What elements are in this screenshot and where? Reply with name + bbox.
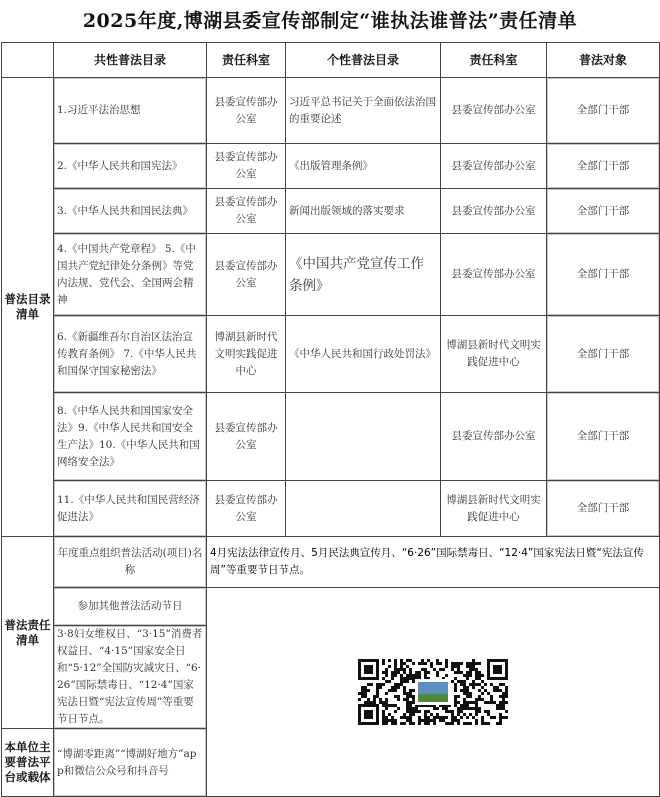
table-row <box>2 144 660 189</box>
activity-label: 年度重点组织普法活动(项目)名称 <box>54 537 207 588</box>
qr-code-icon <box>358 650 508 734</box>
corner-cell <box>2 43 54 78</box>
target-cell: 全部门干部 <box>547 78 660 144</box>
dept-cell: 县委宣传部办公室 <box>207 481 286 537</box>
header-target: 普法对象 <box>547 43 660 78</box>
responsibility-table <box>1 42 660 797</box>
header-dept: 责任科室 <box>207 43 286 78</box>
section-label-catalog: 普法目录清单 <box>2 78 54 537</box>
header-common-catalog: 共性普法目录 <box>54 43 207 78</box>
special-item: 习近平总书记关于全面依法治国的重要论述 <box>286 78 441 144</box>
special-item: 《中国共产党宣传工作条例》 <box>286 234 441 316</box>
dept-cell: 县委宣传部办公室 <box>441 189 547 234</box>
common-item: 1.习近平法治思想 <box>54 78 207 144</box>
target-cell: 全部门干部 <box>547 393 660 481</box>
dept-cell: 县委宣传部办公室 <box>207 144 286 189</box>
other-activity-value: 3·8妇女维权日、“3·15”消费者权益日、“4·15”国家安全日和“5·12”全国防灾减灾日、“6·26”国际禁毒日、“12·4”国家宪法日暨“宪法宣传周”等重要节日节点。 <box>54 626 207 729</box>
target-cell: 全部门干部 <box>547 316 660 393</box>
other-activity-label: 参加其他普法活动节日 <box>54 588 207 626</box>
table-row <box>2 481 660 537</box>
page-title: 2025年度,博湖县委宣传部制定“谁执法谁普法”责任清单 <box>82 10 578 32</box>
common-item: 2.《中华人民共和国宪法》 <box>54 144 207 189</box>
platform-value: “博湖零距离”“博湖好地方”app和微信公众号和抖音号 <box>54 729 207 797</box>
common-item: 4.《中国共产党章程》 5.《中国共产党纪律处分条例》等党内法规、党代会、全国两会精神 <box>54 234 207 316</box>
section-label-platform: 本单位主要普法平台或载体 <box>2 729 54 797</box>
common-item: 3.《中华人民共和国民法典》 <box>54 189 207 234</box>
table-row <box>2 393 660 481</box>
target-cell: 全部门干部 <box>547 234 660 316</box>
special-item <box>286 393 441 481</box>
target-cell: 全部门干部 <box>547 481 660 537</box>
dept-cell: 县委宣传部办公室 <box>207 78 286 144</box>
common-item: 8.《中华人民共和国国家安全法》9.《中华人民共和国安全生产法》10.《中华人民共和国网络安全法》 <box>54 393 207 481</box>
dept-cell: 博湖县新时代文明实践促进中心 <box>441 316 547 393</box>
dept-cell: 博湖县新时代文明实践促进中心 <box>441 481 547 537</box>
table-row <box>2 316 660 393</box>
other-row <box>2 588 660 626</box>
special-item: 《中华人民共和国行政处罚法》 <box>286 316 441 393</box>
target-cell: 全部门干部 <box>547 189 660 234</box>
special-item: 《出版管理条例》 <box>286 144 441 189</box>
table-row <box>2 78 660 144</box>
dept-cell: 县委宣传部办公室 <box>441 234 547 316</box>
dept-cell: 县委宣传部办公室 <box>441 78 547 144</box>
header-dept: 责任科室 <box>441 43 547 78</box>
header-row <box>2 43 660 78</box>
special-item <box>286 481 441 537</box>
qr-code-cell <box>207 588 660 797</box>
dept-cell: 县委宣传部办公室 <box>441 393 547 481</box>
dept-cell: 县委宣传部办公室 <box>441 144 547 189</box>
activity-value: 4月宪法法律宣传月、5月民法典宣传月、“6·26”国际禁毒日、“12·4”国家宪法日暨“宪法宣传周”等重要节日节点。 <box>207 537 660 588</box>
dept-cell: 博湖县新时代文明实践促进中心 <box>207 316 286 393</box>
activity-row <box>2 537 660 588</box>
section-label-responsibility: 普法责任清单 <box>2 537 54 729</box>
header-special-catalog: 个性普法目录 <box>286 43 441 78</box>
table-row <box>2 234 660 316</box>
common-item: 11.《中华人民共和国民营经济促进法》 <box>54 481 207 537</box>
dept-cell: 县委宣传部办公室 <box>207 189 286 234</box>
table-row <box>2 189 660 234</box>
dept-cell: 县委宣传部办公室 <box>207 234 286 316</box>
dept-cell: 县委宣传部办公室 <box>207 393 286 481</box>
common-item: 6.《新疆维吾尔自治区法治宣传教育条例》 7.《中华人民共和国保守国家秘密法》 <box>54 316 207 393</box>
target-cell: 全部门干部 <box>547 144 660 189</box>
special-item: 新闻出版领域的落实要求 <box>286 189 441 234</box>
